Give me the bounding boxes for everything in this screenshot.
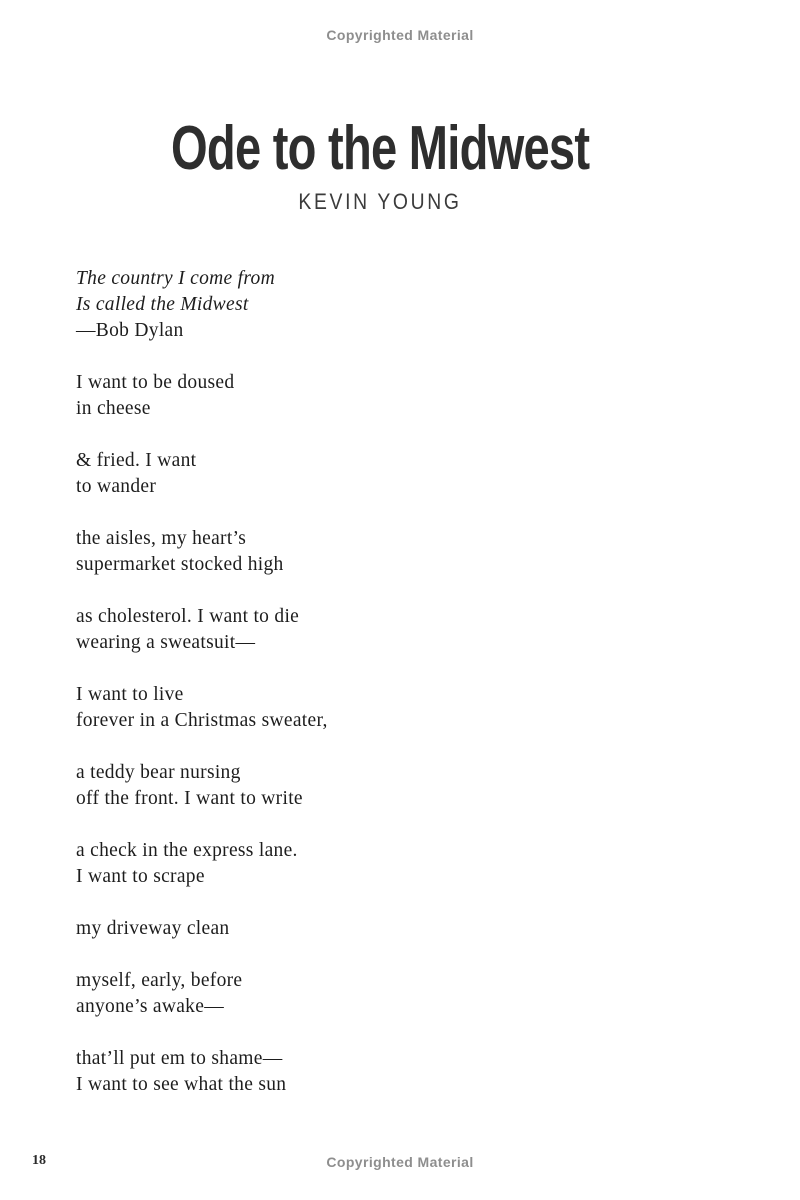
epigraph (76, 266, 328, 344)
poem-body (76, 266, 328, 1098)
poem-stanza (76, 604, 328, 656)
poem-stanza (76, 968, 328, 1020)
page-number: 18 (32, 1153, 46, 1168)
copyright-notice-bottom: Copyrighted Material (326, 1154, 474, 1170)
epigraph-attribution: —Bob Dylan (76, 320, 184, 341)
poem-line: my driveway clean (76, 918, 230, 939)
poem-stanzas (76, 370, 328, 1098)
poem-title: Ode to the Midwest (170, 114, 590, 183)
poem-stanza (76, 760, 328, 812)
poem-line: a check in the express lane. (76, 840, 298, 861)
poem-stanza (76, 1046, 328, 1098)
poem-line: & fried. I want (76, 450, 197, 471)
poem-line: the aisles, my heart’s (76, 528, 247, 549)
copyright-notice-top: Copyrighted Material (326, 27, 474, 43)
poem-line: I want to live (76, 684, 184, 705)
poem-stanza (76, 448, 328, 500)
poem-line: I want to be doused (76, 372, 235, 393)
poem-line: off the front. I want to write (76, 788, 303, 809)
poem-author: KEVIN YOUNG (298, 189, 462, 214)
poem-line: a teddy bear nursing (76, 762, 241, 783)
poem-line: forever in a Christmas sweater, (76, 710, 328, 731)
poem-line: anyone’s awake— (76, 996, 224, 1017)
poem-stanza (76, 916, 328, 942)
poem-line: wearing a sweatsuit— (76, 632, 256, 653)
poem-stanza (76, 526, 328, 578)
title-block (0, 114, 760, 215)
poem-line: to wander (76, 476, 157, 497)
poem-line: supermarket stocked high (76, 554, 284, 575)
poem-stanza (76, 370, 328, 422)
poem-line: that’ll put em to shame— (76, 1048, 283, 1069)
poem-line: myself, early, before (76, 970, 243, 991)
poem-stanza (76, 682, 328, 734)
poem-line: as cholesterol. I want to die (76, 606, 300, 627)
poem-line: I want to scrape (76, 866, 205, 887)
poem-stanza (76, 838, 328, 890)
epigraph-line: The country I come from (76, 268, 275, 289)
poem-line: I want to see what the sun (76, 1074, 287, 1095)
poem-line: in cheese (76, 398, 151, 419)
epigraph-line: Is called the Midwest (76, 294, 249, 315)
